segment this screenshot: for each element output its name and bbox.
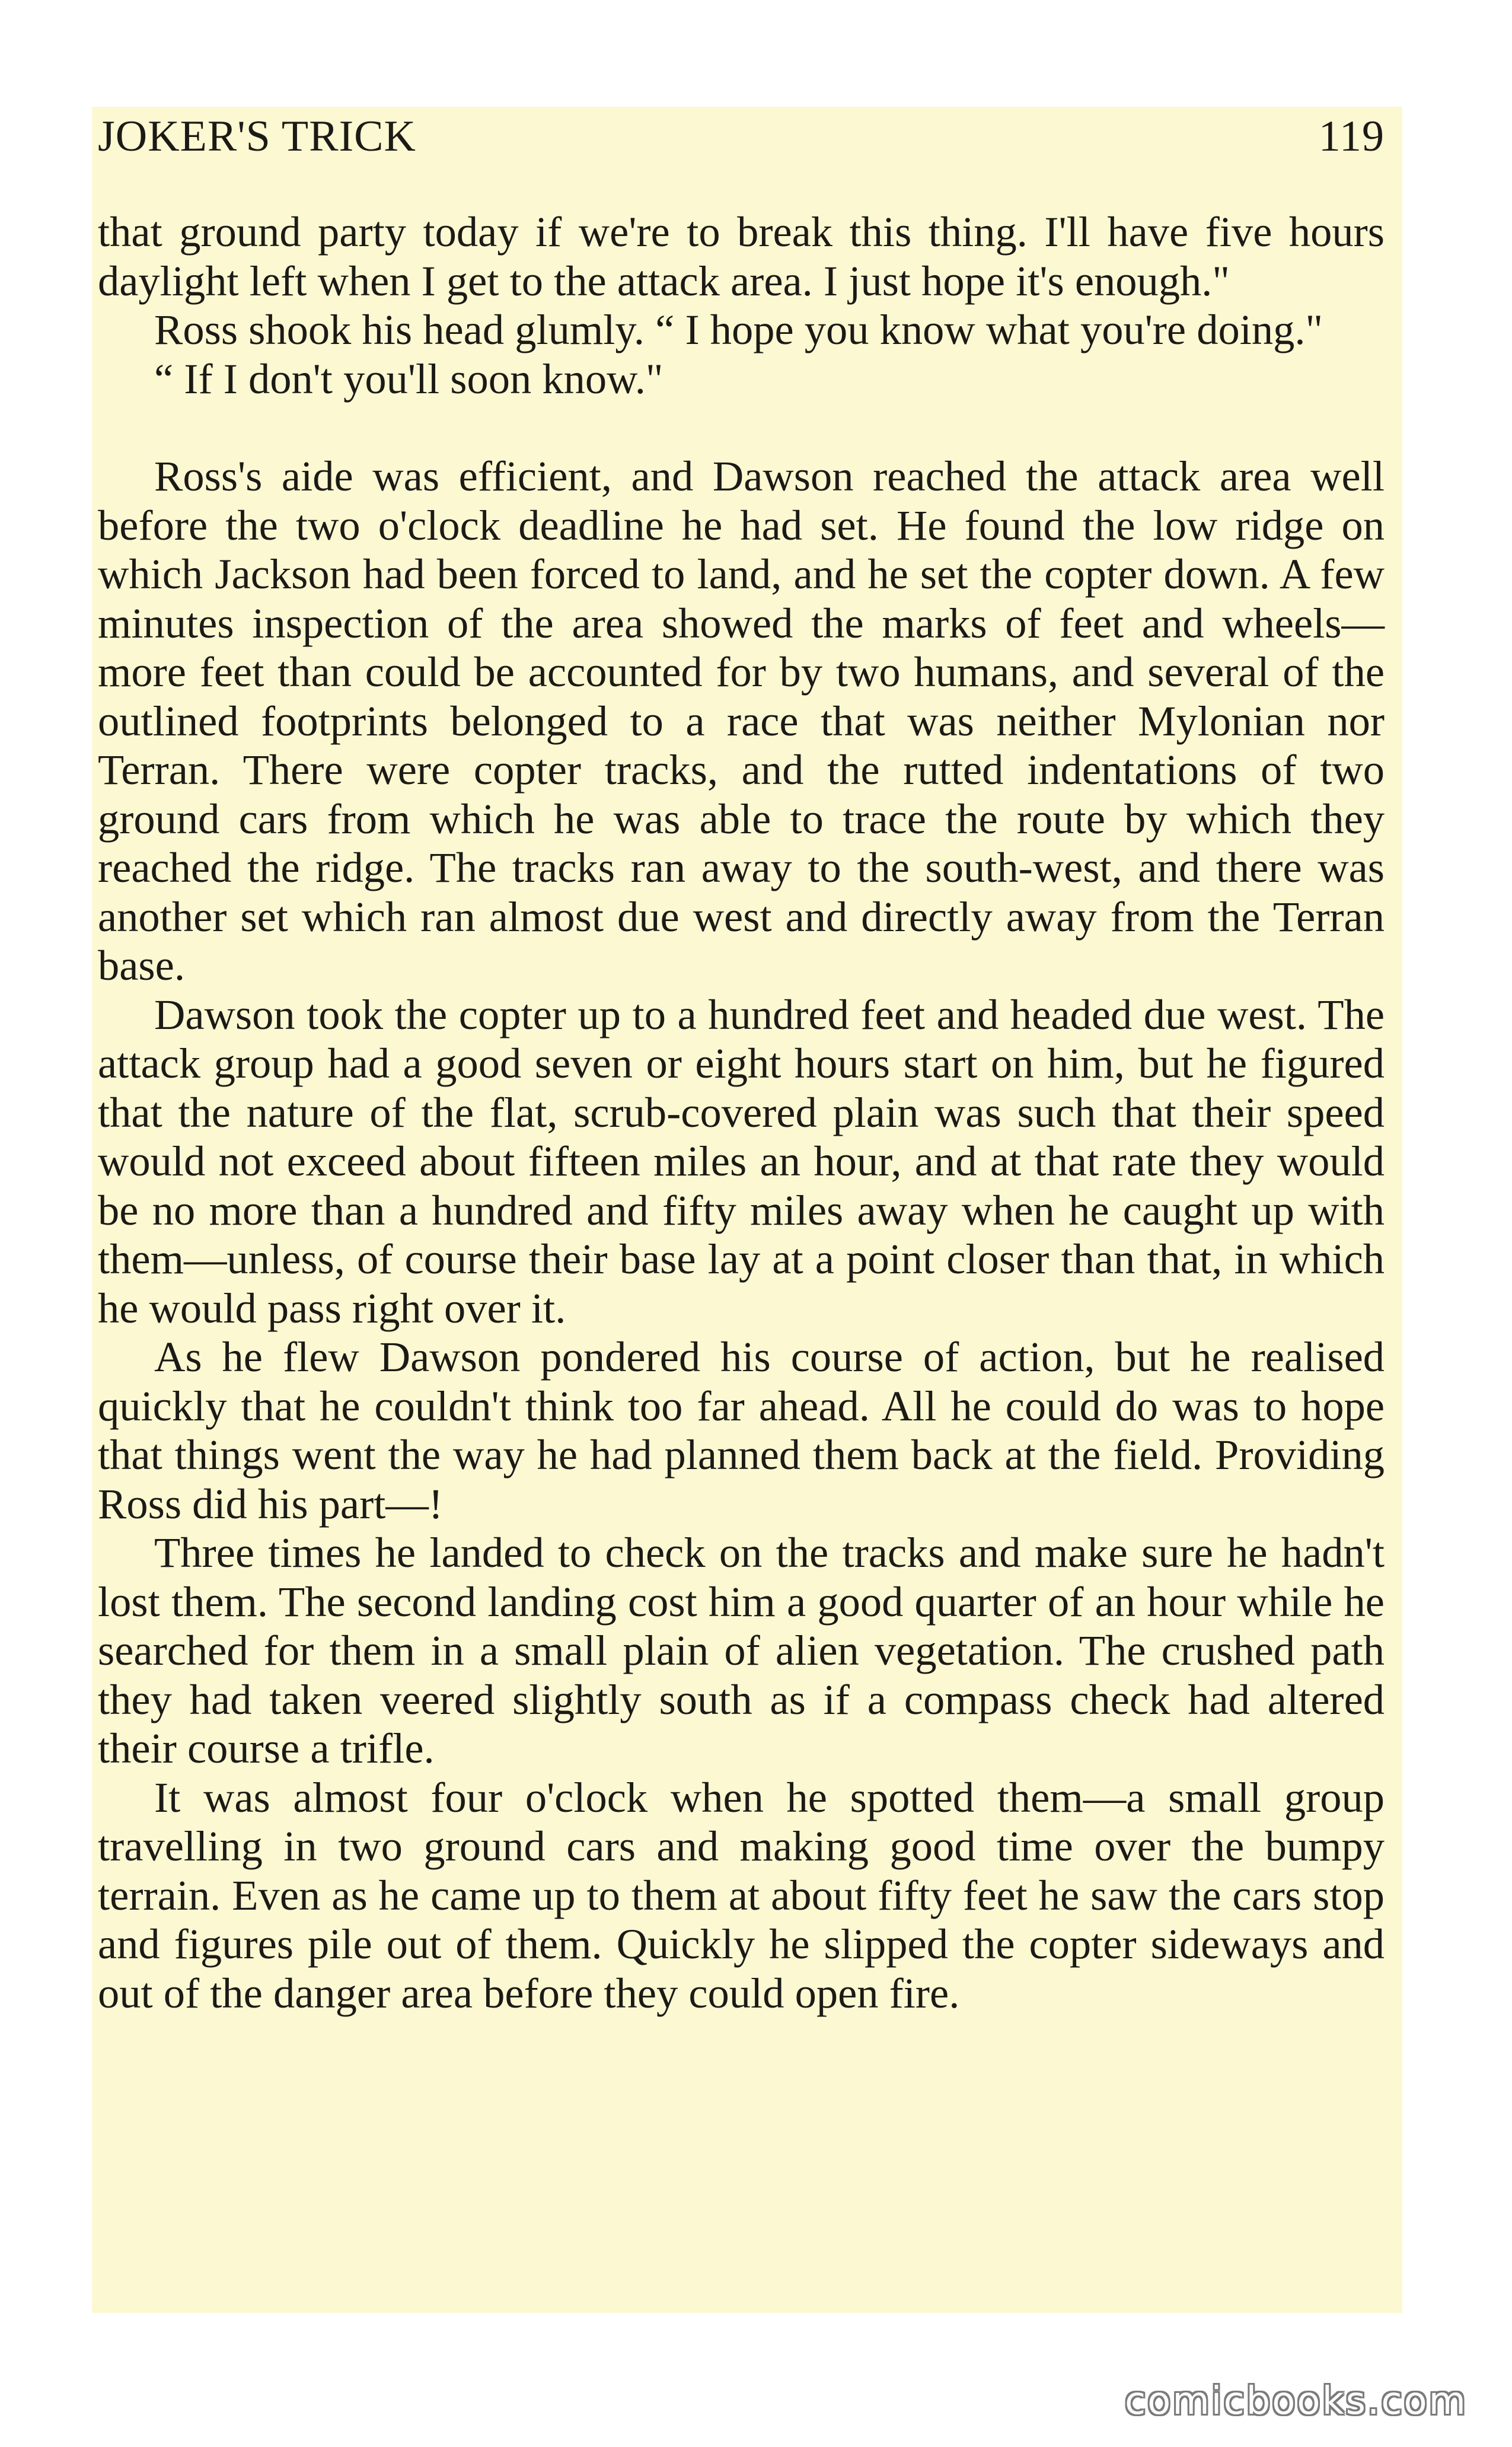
running-head bbox=[98, 111, 1385, 177]
paragraph-2: Ross shook his head glumly. “ I hope you know what you're doing." bbox=[154, 305, 1323, 353]
chapter-title: JOKER'S TRICK bbox=[98, 112, 416, 161]
paragraph-1: that ground party today if we're to break this thing. I'll have five hours daylight left when I get to the attack area. I just hope it's enough." bbox=[98, 208, 1385, 305]
paragraph-7: Three times he landed to check on the tracks and make sure he hadn't lost them. The second landing cost him a good quarter of an hour while he searched for them in a small plain of alien vegetation. The crushed path they had taken veered slightly south as if a compass check had altered their course a trifle. bbox=[98, 1528, 1385, 1772]
paragraph-8: It was almost four o'clock when he spotted them—a small group travelling in two ground cars and making good time over the bumpy terrain. Even as he came up to them at about fifty feet he saw the cars stop and figures pile out of them. Quickly he slipped the copter sideways and out of the danger area before they could open fire. bbox=[98, 1773, 1385, 2017]
body-text bbox=[98, 208, 1385, 2018]
paragraph-3: “ If I don't you'll soon know." bbox=[154, 354, 664, 403]
paragraph-6: As he flew Dawson pondered his course of action, but he realised quickly that he couldn't think too far ahead. All he could do was to hope that things went the way he had planned them back at the field. Providing Ross did his part—! bbox=[98, 1333, 1385, 1528]
paragraph-4: Ross's aide was efficient, and Dawson reached the attack area well before the two o'clock deadline he had set. He found the low ridge on which Jackson had been forced to land, and he set the copter down. A few minutes inspection of the area showed the marks of feet and wheels—more feet than could be accounted for by two humans, and several of the outlined footprints belonged to a race that was neither Mylonian nor Terran. There were copter tracks, and the rutted indentations of two ground cars from which he was able to trace the route by which they reached the ridge. The tracks ran away to the south-west, and there was another set which ran almost due west and directly away from the Terran base. bbox=[98, 452, 1385, 989]
page-number: 119 bbox=[1318, 112, 1385, 161]
watermark: comicbooks.com bbox=[1124, 2379, 1468, 2423]
paragraph-5: Dawson took the copter up to a hundred feet and headed due west. The attack group had a good seven or eight hours start on him, but he figured that the nature of the flat, scrub-covered plain was such that their speed would not exceed about fifteen miles an hour, and at that rate they would be no more than a hundred and fifty miles away when he caught up with them—unless, of course their base lay at a point closer than that, in which he would pass right over it. bbox=[98, 990, 1385, 1332]
book-page bbox=[92, 107, 1402, 2313]
